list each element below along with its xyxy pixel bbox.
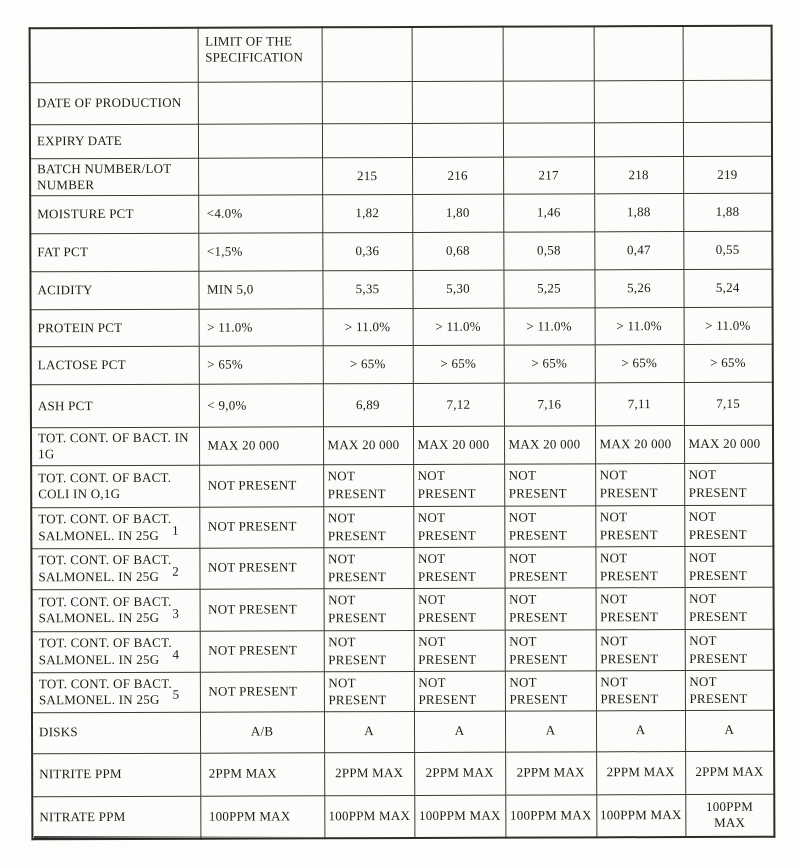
row-label-cell xyxy=(30,195,198,234)
table-row xyxy=(32,670,774,713)
batch-value-cell: 5,26 xyxy=(594,270,683,308)
batch-value-cell xyxy=(503,80,594,122)
row-label-cell xyxy=(30,124,198,159)
table-row xyxy=(31,344,773,385)
row-label-cell xyxy=(31,427,199,465)
batch-value-cell: MAX 20 000 xyxy=(323,426,413,464)
batch-value-cell: 1,80 xyxy=(412,194,503,232)
row-label: DISKS xyxy=(39,724,78,740)
row-index: 3 xyxy=(172,606,180,622)
batch-value-cell: 100PPM MAX xyxy=(324,795,414,838)
row-label: TOT. CONT. OF BACT. SALMONEL. IN 25G xyxy=(38,635,172,667)
batch-value-cell xyxy=(594,80,683,122)
row-label-cell xyxy=(31,346,199,385)
batch-value-cell: > 65% xyxy=(595,345,684,383)
row-label: TOT. CONT. OF BACT. IN 1G xyxy=(37,429,189,462)
batch-value-cell: 217 xyxy=(503,156,594,194)
batch-value-cell xyxy=(503,122,594,156)
batch-value-cell: 2PPM MAX xyxy=(505,751,596,794)
spec-limit-cell: MAX 20 000 xyxy=(199,427,323,465)
table-row xyxy=(32,587,774,632)
batch-value-cell: MAX 20 000 xyxy=(504,426,595,464)
spec-limit-cell: NOT PRESENT xyxy=(200,671,324,712)
batch-value: NOT PRESENT xyxy=(600,633,659,666)
row-label-cell xyxy=(30,271,198,310)
table-row xyxy=(31,505,773,549)
batch-value: NOT PRESENT xyxy=(599,509,658,542)
batch-value-cell xyxy=(412,81,503,123)
batch-value-cell: 7,15 xyxy=(684,382,773,425)
batch-value: NOT PRESENT xyxy=(509,591,568,625)
batch-value-cell xyxy=(683,122,772,156)
batch-value-cell: 5,35 xyxy=(322,270,412,308)
table-row xyxy=(30,269,772,310)
row-label: NITRITE PPM xyxy=(39,766,122,782)
batch-value-cell xyxy=(595,546,684,587)
row-label-cell xyxy=(32,753,200,797)
row-label: TOT. CONT. OF BACT. SALMONEL. IN 25G xyxy=(38,552,172,584)
batch-value-cell: > 65% xyxy=(504,345,595,383)
table-row xyxy=(32,794,774,840)
batch-value-cell: 1,88 xyxy=(594,194,683,232)
batch-value-cell: 1,82 xyxy=(322,194,412,232)
batch-value-cell: 1,88 xyxy=(683,193,772,231)
table-row xyxy=(31,307,773,347)
spec-limit-cell: 2PPM MAX xyxy=(200,752,324,795)
header-empty-cell xyxy=(503,26,594,80)
row-label: EXPIRY DATE xyxy=(36,132,122,149)
batch-value-cell xyxy=(504,463,595,505)
header-empty-cell xyxy=(594,26,683,80)
batch-value-cell xyxy=(414,671,505,711)
batch-value-cell: 6,89 xyxy=(323,383,413,426)
row-label: TOT. CONT. OF BACT. SALMONEL. IN 25G xyxy=(38,675,172,708)
batch-value-cell: 0,36 xyxy=(322,232,412,270)
batch-value: NOT PRESENT xyxy=(418,592,477,625)
batch-value-cell: > 65% xyxy=(413,345,504,383)
header-empty-cell xyxy=(322,27,412,81)
batch-value-cell xyxy=(322,81,412,123)
batch-value-cell: 218 xyxy=(594,156,683,194)
row-label-cell xyxy=(31,384,199,428)
spec-limit-cell: <1,5% xyxy=(198,233,322,271)
batch-value-cell: A xyxy=(685,710,774,751)
row-label-cell xyxy=(31,309,199,347)
batch-value-cell xyxy=(413,547,504,588)
batch-value: NOT PRESENT xyxy=(600,591,659,625)
batch-value-cell: MAX 20 000 xyxy=(413,426,504,464)
batch-value-cell xyxy=(323,547,413,588)
batch-value: NOT PRESENT xyxy=(599,550,659,583)
batch-value-cell xyxy=(414,630,505,671)
batch-value-cell xyxy=(595,505,684,546)
batch-value-cell: 100PPM MAX xyxy=(414,795,505,838)
batch-value-cell xyxy=(596,629,685,670)
batch-value-cell: MAX 20 000 xyxy=(684,425,773,463)
row-label: TOT. CONT. OF BACT. COLI IN O,1G xyxy=(38,469,172,502)
row-label: DATE OF PRODUCTION xyxy=(36,94,182,111)
row-label-cell xyxy=(31,507,199,549)
table-row xyxy=(32,629,774,673)
batch-value-cell xyxy=(504,505,595,546)
batch-value: NOT PRESENT xyxy=(327,510,386,543)
batch-value-cell xyxy=(594,122,683,156)
batch-value: NOT PRESENT xyxy=(688,549,748,583)
batch-value-cell: > 11.0% xyxy=(323,308,413,345)
row-label: MOISTURE PCT xyxy=(37,206,134,222)
batch-value-cell: 2PPM MAX xyxy=(596,751,685,794)
batch-value: NOT PRESENT xyxy=(508,550,568,584)
row-index: 2 xyxy=(172,564,180,580)
header-empty-cell xyxy=(412,27,503,81)
row-label: LACTOSE PCT xyxy=(37,357,126,373)
batch-value-cell: 216 xyxy=(412,157,503,195)
batch-value-cell xyxy=(324,588,414,630)
batch-value-cell: A xyxy=(324,711,414,752)
batch-value-cell xyxy=(596,587,685,629)
spec-limit-cell: NOT PRESENT xyxy=(199,464,323,506)
batch-value-cell xyxy=(323,506,413,547)
batch-value-cell: 5,30 xyxy=(412,270,503,308)
batch-value-cell xyxy=(504,546,595,587)
batch-value: NOT PRESENT xyxy=(418,674,477,707)
spec-limit-cell: > 11.0% xyxy=(199,309,323,346)
spec-limit-cell xyxy=(198,157,322,195)
row-index: 5 xyxy=(172,687,180,703)
batch-value: NOT PRESENT xyxy=(508,509,567,543)
batch-value-cell: 7,11 xyxy=(595,383,684,426)
batch-value-cell xyxy=(685,629,774,670)
row-label: TOT. CONT. OF BACT. SALMONEL. IN 25G xyxy=(38,593,172,626)
batch-value-cell: > 11.0% xyxy=(684,307,773,344)
specification-table xyxy=(29,25,776,841)
batch-value-cell: 2PPM MAX xyxy=(414,752,505,795)
row-label-cell xyxy=(30,158,198,196)
batch-value-cell: 2PPM MAX xyxy=(685,751,774,794)
header-empty-cell xyxy=(683,26,772,80)
batch-value-cell: 100PPM MAX xyxy=(505,794,596,837)
batch-value-cell xyxy=(684,546,773,587)
table-row xyxy=(31,425,773,465)
batch-value-cell: 100PPM MAX xyxy=(685,794,774,837)
batch-value-cell xyxy=(595,463,684,505)
batch-value: NOT PRESENT xyxy=(328,592,387,626)
batch-value-cell xyxy=(324,671,414,711)
batch-value-cell: 5,24 xyxy=(683,269,772,307)
batch-value-cell xyxy=(505,670,596,710)
batch-value-cell: 0,55 xyxy=(683,231,772,269)
row-label-cell xyxy=(30,82,198,125)
row-label: BATCH NUMBER/LOT NUMBER xyxy=(37,160,172,193)
spec-limit-cell xyxy=(198,81,322,123)
batch-value: NOT PRESENT xyxy=(328,634,387,667)
batch-value-cell xyxy=(413,506,504,547)
batch-value: NOT PRESENT xyxy=(689,591,748,624)
batch-value-cell xyxy=(684,463,773,505)
batch-value-cell: 7,12 xyxy=(413,383,504,426)
batch-value-cell xyxy=(413,464,504,506)
corner-cell xyxy=(30,28,198,83)
row-label-cell xyxy=(32,672,200,713)
spec-limit-cell xyxy=(198,123,322,157)
batch-value: NOT PRESENT xyxy=(417,468,476,501)
row-label-cell xyxy=(31,465,199,508)
batch-value: NOT PRESENT xyxy=(688,467,747,500)
row-label-cell xyxy=(30,233,198,272)
batch-value-cell: 215 xyxy=(322,157,412,195)
table-row xyxy=(30,231,772,272)
batch-value: NOT PRESENT xyxy=(509,674,568,707)
batch-value: NOT PRESENT xyxy=(689,673,748,707)
table-row xyxy=(31,382,773,428)
batch-value-cell xyxy=(685,587,774,629)
row-label-cell xyxy=(31,548,199,590)
batch-value-cell: A xyxy=(596,710,685,751)
batch-value: NOT PRESENT xyxy=(328,674,387,708)
row-label: ACIDITY xyxy=(37,282,93,298)
batch-value-cell: > 65% xyxy=(684,344,773,382)
batch-value-cell xyxy=(685,670,774,710)
spec-limit-cell: A/B xyxy=(200,711,324,752)
batch-value: NOT PRESENT xyxy=(327,468,386,502)
batch-value-cell xyxy=(324,630,414,671)
batch-value: NOT PRESENT xyxy=(600,673,659,707)
batch-value-cell: > 11.0% xyxy=(595,308,684,345)
table-row xyxy=(30,193,772,234)
batch-value-cell: A xyxy=(505,710,596,751)
batch-value-cell: > 11.0% xyxy=(413,308,504,345)
batch-value-cell xyxy=(323,464,413,506)
row-label: NITRATE PPM xyxy=(39,809,126,825)
batch-value-cell: A xyxy=(414,711,505,752)
batch-value-cell xyxy=(505,587,596,629)
table-row xyxy=(30,122,772,159)
batch-value-cell: MAX 20 000 xyxy=(595,426,684,464)
row-label: FAT PCT xyxy=(37,244,89,260)
spec-limit-cell: NOT PRESENT xyxy=(199,506,323,547)
spec-limit-cell: NOT PRESENT xyxy=(200,630,324,671)
batch-value-cell: > 65% xyxy=(323,345,413,383)
batch-value: NOT PRESENT xyxy=(508,467,567,501)
batch-value-cell xyxy=(505,629,596,670)
batch-value-cell: 0,68 xyxy=(412,232,503,270)
batch-value-cell: 5,25 xyxy=(503,270,594,308)
header-row xyxy=(30,26,772,83)
batch-value-cell xyxy=(322,123,412,157)
batch-value: NOT PRESENT xyxy=(688,508,747,542)
table-row xyxy=(30,80,772,125)
batch-value-cell xyxy=(596,670,685,710)
table-row xyxy=(30,156,772,196)
scan-artifact xyxy=(34,836,314,839)
batch-value-cell xyxy=(684,505,773,546)
batch-value-cell xyxy=(414,588,505,630)
row-label: PROTEIN PCT xyxy=(37,319,123,336)
batch-value-cell: 7,16 xyxy=(504,383,595,426)
batch-value-cell xyxy=(683,80,772,122)
table-row xyxy=(32,710,774,754)
table-row xyxy=(31,463,773,508)
row-label-cell xyxy=(32,796,200,840)
batch-value-cell: 1,46 xyxy=(503,194,594,232)
spec-limit-cell: MIN 5,0 xyxy=(198,271,322,309)
batch-value-cell: 100PPM MAX xyxy=(596,794,685,837)
spec-column-header: LIMIT OF THE SPECIFICATION xyxy=(198,27,322,81)
batch-value-cell: 0,47 xyxy=(594,232,683,270)
row-index: 1 xyxy=(172,523,179,539)
batch-value: NOT PRESENT xyxy=(418,633,477,667)
spec-limit-cell: < 9,0% xyxy=(199,384,323,427)
row-label: ASH PCT xyxy=(37,397,93,414)
batch-value-cell: 2PPM MAX xyxy=(324,752,414,795)
spec-limit-cell: 100PPM MAX xyxy=(200,795,324,838)
batch-value-cell: > 11.0% xyxy=(504,308,595,345)
table-row xyxy=(32,751,774,797)
batch-value: NOT PRESENT xyxy=(417,509,476,543)
batch-value: NOT PRESENT xyxy=(599,467,658,501)
batch-value: NOT PRESENT xyxy=(689,632,748,666)
batch-value: NOT PRESENT xyxy=(417,550,477,584)
row-index: 4 xyxy=(172,647,180,663)
spec-limit-cell: NOT PRESENT xyxy=(199,547,323,588)
batch-value-cell: 219 xyxy=(683,156,772,194)
row-label-cell xyxy=(32,631,200,673)
batch-value-cell: 0,58 xyxy=(503,232,594,270)
row-label-cell xyxy=(32,589,200,632)
spec-limit-cell: <4.0% xyxy=(198,195,322,233)
batch-value: NOT PRESENT xyxy=(509,633,568,667)
batch-value-cell xyxy=(412,123,503,157)
spec-limit-cell: NOT PRESENT xyxy=(200,588,324,630)
spec-limit-cell: > 65% xyxy=(199,346,323,384)
row-label: TOT. CONT. OF BACT. SALMONEL. IN 25G xyxy=(38,511,172,543)
table-row xyxy=(31,546,773,590)
row-label-cell xyxy=(32,712,200,754)
batch-value: NOT PRESENT xyxy=(327,551,387,584)
